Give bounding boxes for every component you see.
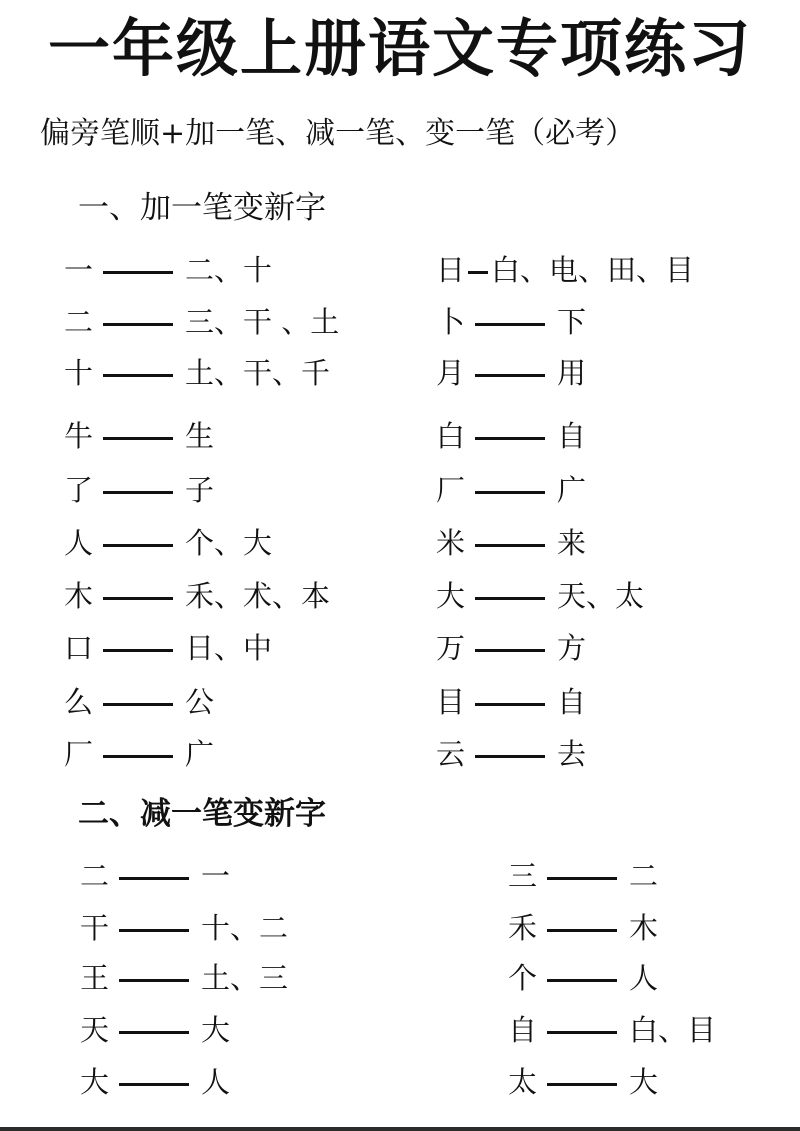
add-stroke-row-right [436,682,586,722]
worksheet-subtitle: 偏旁笔顺+加一笔、减一笔、变一笔（必考） [40,116,636,151]
result-chars: 自 [557,685,587,719]
add-stroke-row-left [64,470,214,510]
source-char: 个 [508,961,538,995]
dash-connector [547,979,617,982]
result-chars: 用 [557,356,587,390]
remove-stroke-row-right [508,908,658,948]
worksheet-title: 一年级上册语文专项练习 [47,12,752,85]
add-stroke-row-right [436,416,586,456]
dash-connector [103,703,173,706]
dash-connector [468,271,488,274]
dash-connector [475,374,545,377]
remove-stroke-row-right [508,1062,658,1102]
add-stroke-row-left [64,628,272,668]
source-char: 二 [64,305,94,339]
remove-stroke-row-left [80,856,230,896]
result-chars: 个、大 [185,526,273,560]
remove-stroke-row-right [508,856,658,896]
source-char: 么 [64,685,94,719]
source-char: 王 [80,961,110,995]
dash-connector [103,755,173,758]
dash-connector [103,271,173,274]
source-char: 牛 [64,419,94,453]
source-char: 厂 [436,473,466,507]
add-stroke-row-right [436,628,586,668]
source-char: 月 [436,356,466,390]
dash-connector [547,1083,617,1086]
result-chars: 二、十 [185,253,273,287]
result-chars: 天、太 [557,579,645,613]
remove-stroke-row-left [80,958,288,998]
bottom-border [0,1127,800,1131]
source-char: 一 [64,253,94,287]
result-chars: 子 [185,473,215,507]
result-chars: 十、二 [201,911,289,945]
add-stroke-row-right [436,353,586,393]
result-chars: 人 [629,961,659,995]
result-chars: 人 [201,1065,231,1099]
result-chars: 土、干、千 [185,356,331,390]
dash-connector [475,703,545,706]
result-chars: 三、干 、土 [185,305,340,339]
source-char: 云 [436,737,466,771]
add-stroke-row-right [436,470,586,510]
dash-connector [475,491,545,494]
dash-connector [547,877,617,880]
add-stroke-row-left [64,576,330,616]
source-char: 自 [508,1013,538,1047]
dash-connector [119,979,189,982]
add-stroke-row-right [436,302,586,342]
result-chars: 方 [557,631,587,665]
result-chars: 生 [185,419,215,453]
source-char: 大 [80,1065,110,1099]
add-stroke-row-right [436,523,586,563]
dash-connector [103,597,173,600]
dash-connector [475,323,545,326]
source-char: 了 [64,473,94,507]
dash-connector [103,437,173,440]
result-chars: 木 [629,911,659,945]
section-remove-stroke-heading: 二、减一笔变新字 [78,796,326,832]
add-stroke-row-left [64,523,272,563]
source-char: 二 [80,859,110,893]
result-chars: 自 [557,419,587,453]
result-chars: 白、电、田、目 [491,253,695,287]
add-stroke-row-right [436,576,644,616]
dash-connector [475,649,545,652]
dash-connector [475,437,545,440]
dash-connector [119,877,189,880]
source-char: 日 [436,253,466,287]
source-char: 太 [508,1065,538,1099]
dash-connector [475,755,545,758]
source-char: 卜 [436,305,466,339]
section-add-stroke-heading: 一、加一笔变新字 [78,190,326,226]
result-chars: 二 [629,859,659,893]
dash-connector [103,491,173,494]
source-char: 三 [508,859,538,893]
add-stroke-row-left [64,734,214,774]
result-chars: 广 [185,737,215,771]
source-char: 万 [436,631,466,665]
add-stroke-row-left [64,682,214,722]
add-stroke-row-right [436,250,694,290]
source-char: 十 [64,356,94,390]
source-char: 木 [64,579,94,613]
result-chars: 一 [201,859,231,893]
result-chars: 日、中 [185,631,273,665]
source-char: 目 [436,685,466,719]
remove-stroke-row-right [508,958,658,998]
add-stroke-row-left [64,416,214,456]
add-stroke-row-left [64,353,330,393]
dash-connector [119,1031,189,1034]
source-char: 禾 [508,911,538,945]
source-char: 天 [80,1013,110,1047]
source-char: 米 [436,526,466,560]
result-chars: 下 [557,305,587,339]
dash-connector [547,929,617,932]
dash-connector [547,1031,617,1034]
result-chars: 公 [185,685,215,719]
remove-stroke-row-right [508,1010,716,1050]
result-chars: 去 [557,737,587,771]
dash-connector [103,649,173,652]
result-chars: 白、目 [629,1013,717,1047]
result-chars: 广 [557,473,587,507]
remove-stroke-row-left [80,1010,230,1050]
dash-connector [475,597,545,600]
result-chars: 土、三 [201,961,289,995]
dash-connector [475,544,545,547]
result-chars: 大 [201,1013,231,1047]
remove-stroke-row-left [80,908,288,948]
add-stroke-row-left [64,250,272,290]
add-stroke-row-right [436,734,586,774]
dash-connector [119,929,189,932]
source-char: 白 [436,419,466,453]
remove-stroke-row-left [80,1062,230,1102]
dash-connector [119,1083,189,1086]
dash-connector [103,544,173,547]
dash-connector [103,374,173,377]
source-char: 口 [64,631,94,665]
source-char: 大 [436,579,466,613]
result-chars: 来 [557,526,587,560]
add-stroke-row-left [64,302,339,342]
source-char: 人 [64,526,94,560]
source-char: 厂 [64,737,94,771]
source-char: 干 [80,911,110,945]
result-chars: 禾、术、本 [185,579,331,613]
dash-connector [103,323,173,326]
result-chars: 大 [629,1065,659,1099]
